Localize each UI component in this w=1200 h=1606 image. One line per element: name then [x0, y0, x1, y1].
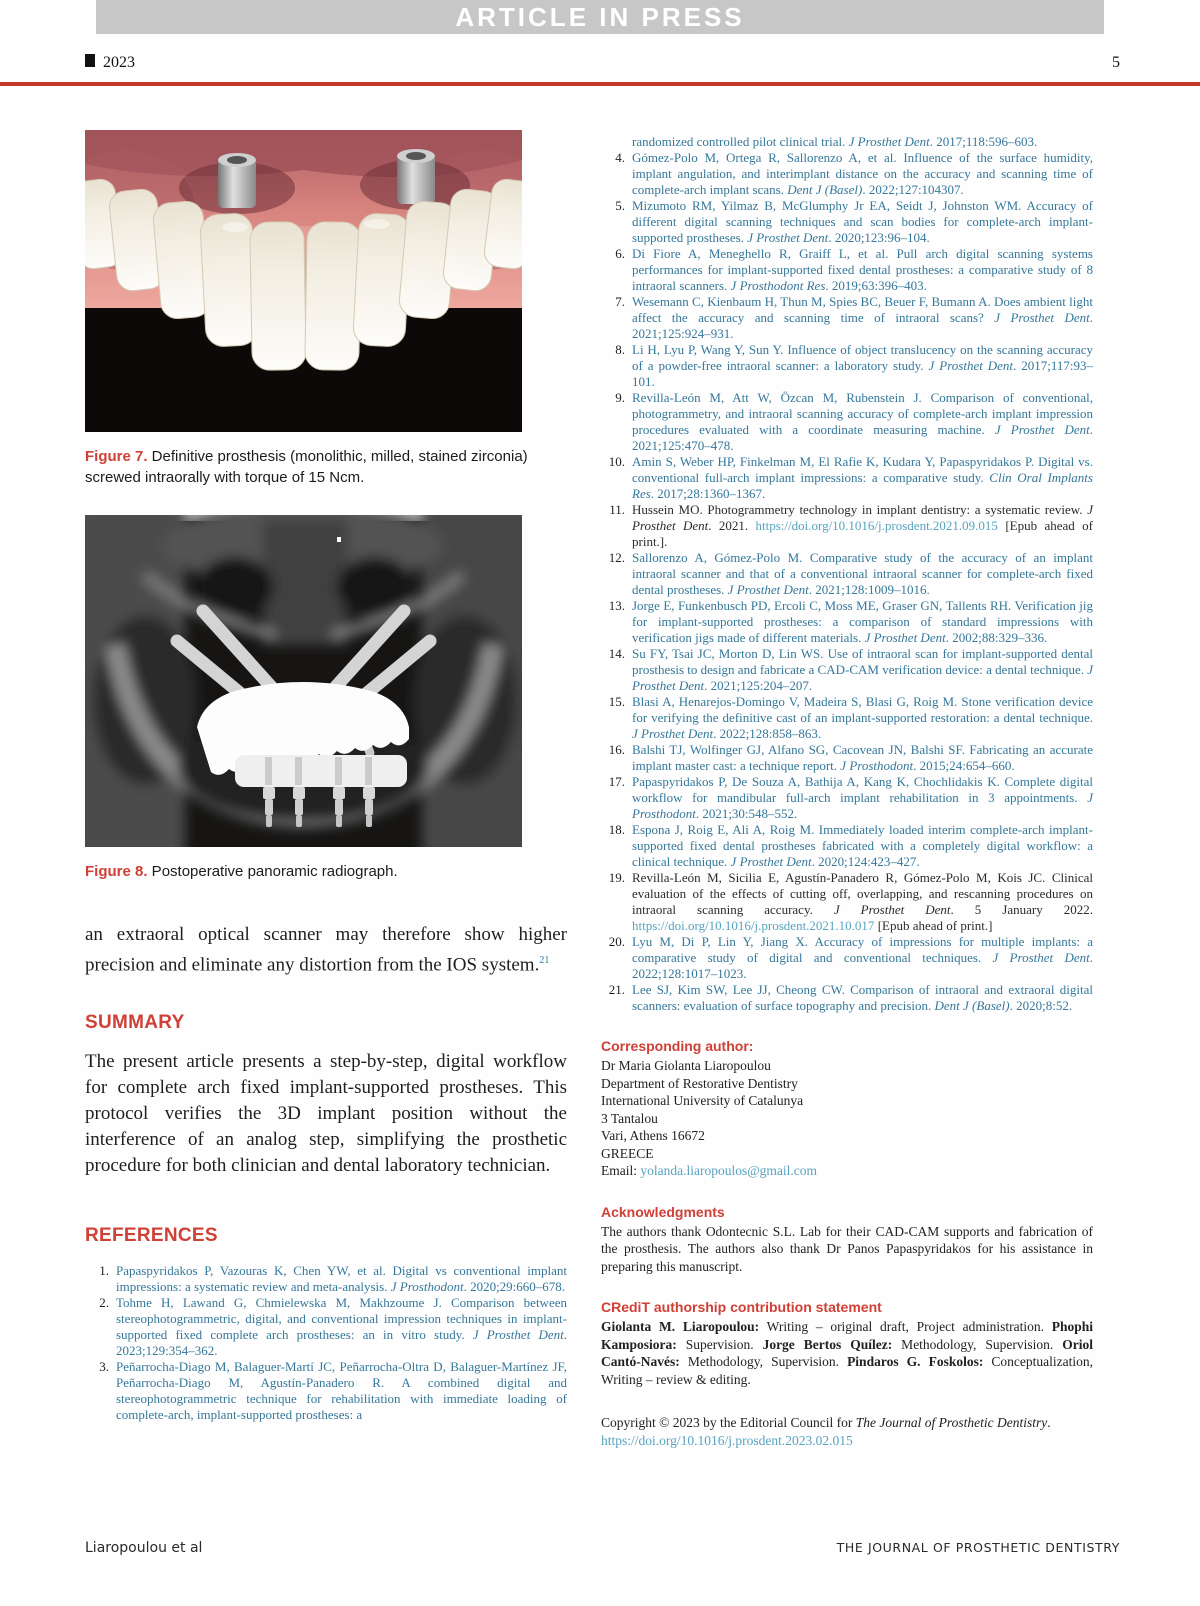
references-list-right — [601, 134, 1093, 1014]
reference-item — [601, 742, 1093, 774]
text-segment: Su FY, Tsai JC, Morton D, Lin WS. Use of intraoral scan for implant-supported dental prosthesis to design and fabricate a CAD-CAM verification device: a dental technique. — [632, 646, 1093, 677]
reference-number — [601, 134, 625, 150]
reference-item — [601, 598, 1093, 646]
summary-heading: SUMMARY — [85, 1012, 185, 1034]
summary-paragraph: The present article presents a step-by-step, digital workflow for complete arch fixed implant-supported prostheses. This protocol verifies the 3D implant position without the interference of an analog step, simplifying the prosthetic procedure for both clinician and dental laboratory technician. — [85, 1051, 567, 1177]
text-segment: Espona J, Roig E, Ali A, Roig M. Immediately loaded interim complete-arch implant-supported fixed dental prostheses fabricated with a completely digital workflow: a clinical technique. — [632, 822, 1093, 869]
text-segment: The Journal of Prosthetic Dentistry — [855, 1415, 1048, 1430]
header-rule — [0, 82, 1200, 86]
reference-number: 19. — [608, 870, 625, 885]
text-segment: Wesemann C, Kienbaum H, Thun M, Spies BC, Beuer F, Bumann A. Does ambient light affect the accuracy and scanning time of intraoral scans? — [632, 294, 1093, 325]
square-bullet-icon — [85, 54, 95, 67]
reference-item — [85, 1295, 567, 1359]
text-segment: Mizumoto RM, Yilmaz B, McGlumphy Jr EA, Seidt J, Johnston WM. Accuracy of different digital scanning techniques and scan bodies for complete-arch implant-supported prostheses. — [632, 198, 1093, 245]
text-segment: . 2021;30:548–552. — [695, 806, 798, 821]
text-segment: Methodology, Supervision. — [679, 1354, 848, 1369]
reference-item — [601, 246, 1093, 294]
figure7-caption-text: Definitive prosthesis (monolithic, milled, stained zirconia) screwed intraorally with torque of 15 Ncm. — [85, 448, 528, 486]
text-segment: . 2023;129:354–362. — [116, 1327, 567, 1359]
doi-link[interactable]: https://doi.org/10.1016/j.prosdent.2023.02.015 — [601, 1432, 853, 1448]
text-segment: . 2021;125:204–207. — [704, 678, 813, 693]
reference-item — [601, 694, 1093, 742]
text-segment: J Prosthet Dent — [632, 662, 1093, 693]
text-segment: Di Fiore A, Meneghello R, Graiff L, et al. Pull arch digital scanning systems performances for implant-supported fixed dental prostheses: a comparative study of 8 intraoral scanners. — [632, 246, 1093, 293]
reference-item — [601, 982, 1093, 1014]
text-segment: Writing – original draft, Project administration. — [759, 1319, 1052, 1334]
text-segment: . 2021. — [708, 518, 756, 533]
reference-number: 15. — [608, 694, 625, 709]
text-segment: J Prosthodont — [840, 758, 914, 773]
text-segment: . 2020;124:423–427. — [811, 854, 920, 869]
text-segment: Dent J (Basel) — [934, 998, 1010, 1013]
text-segment: Blasi A, Henarejos-Domingo V, Madeira S, Blasi G, Roig M. Stone verification device for verifying the definitive cast of an implant-supported restoration: a dental technique. — [632, 694, 1093, 725]
figure8-label: Figure 8. — [85, 863, 148, 880]
reference-item — [85, 1359, 567, 1423]
text-segment: J Prosthet Dent — [632, 726, 714, 741]
author-street: 3 Tantalou — [601, 1110, 658, 1126]
text-segment: . 2017;117:93–101. — [632, 358, 1093, 389]
issue-year — [85, 54, 135, 72]
reference-number: 14. — [608, 646, 625, 661]
references-list-left — [85, 1263, 567, 1423]
reference-text — [632, 134, 1093, 150]
text-segment: Hussein MO. Photogrammetry technology in implant dentistry: a systematic review. — [632, 502, 1088, 517]
reference-number: 4. — [615, 150, 625, 165]
text-segment: J Prosthodont — [632, 790, 1093, 821]
implant-abutment-left — [218, 153, 256, 208]
reference-item — [601, 390, 1093, 454]
reference-number: 21. — [608, 982, 625, 997]
reference-item — [601, 198, 1093, 246]
reference-item — [85, 1263, 567, 1295]
text-segment: . 2021;125:470–478. — [632, 422, 1093, 453]
reference-number: 5. — [615, 198, 625, 213]
author-country: GREECE — [601, 1145, 654, 1161]
text-segment: Lyu M, Di P, Lin Y, Jiang X. Accuracy of impressions for multiple implants: a comparative study of digital and conventional techniques. — [632, 934, 1093, 965]
text-segment: Amin S, Weber HP, Finkelman M, El Rafie K, Kudara Y, Papaspyridakos P. Digital vs. conventional full-arch implant impressions: a comparative study. — [632, 454, 1093, 485]
figure8-caption-text: Postoperative panoramic radiograph. — [147, 863, 398, 880]
text-segment: 21 — [539, 955, 550, 966]
reference-text — [116, 1359, 567, 1423]
doi-link[interactable]: https://doi.org/10.1016/j.prosdent.2021.10.017 — [632, 918, 875, 933]
page-header — [85, 54, 1120, 72]
text-segment: . 2022;127:104307. — [862, 182, 964, 197]
right-column — [601, 118, 1093, 1449]
year-text: 2023 — [103, 54, 135, 71]
text-segment: . 2002;88:329–336. — [945, 630, 1048, 645]
implant-abutment-right — [397, 149, 435, 204]
text-segment: Revilla-León M, Att W, Özcan M, Rubenstein J. Comparison of conventional, photogrammetry, and intraoral scanning accuracy of complete-arch implant impression procedures evaluated with a coordinate measuring machine. — [632, 390, 1093, 437]
reference-number: 11. — [609, 502, 625, 517]
text-segment: J Prosthet Dent — [472, 1327, 564, 1343]
text-segment: Clin Oral Implants Res — [632, 470, 1093, 501]
text-segment: . 2020;29:660–678. — [463, 1279, 566, 1295]
text-segment: Copyright © 2023 by the Editorial Council for — [601, 1415, 856, 1430]
reference-item — [601, 502, 1093, 550]
text-segment: [Epub ahead of print.] — [874, 918, 993, 933]
text-segment: J Prosthet Dent — [632, 502, 1093, 533]
text-segment: . 2020;123:96–104. — [828, 230, 930, 245]
figure7 — [85, 130, 567, 488]
author-department: Department of Restorative Dentistry — [601, 1075, 798, 1091]
credit-text — [601, 1318, 1093, 1388]
text-segment: J Prosthet Dent — [864, 630, 946, 645]
text-segment: Sallorenzo A, Gómez-Polo M. Comparative study of the accuracy of an implant intraoral scanner and that of a conventional intraoral scanner for complete-arch fixed dental prostheses. — [632, 550, 1093, 597]
references-heading: REFERENCES — [85, 1225, 218, 1247]
text-segment: Papaspyridakos P, De Souza A, Bathija A, Kang K, Chochlidakis K. Complete digital workflow for mandibular full-arch implant rehabilitation in 3 appointments. — [632, 774, 1093, 805]
text-segment: [Epub ahead of print.]. — [632, 518, 1093, 549]
text-segment: Supervision. — [676, 1336, 763, 1352]
reference-item — [601, 822, 1093, 870]
text-segment: J Prosthet Dent — [994, 310, 1090, 325]
text-segment: J Prosthet Dent — [992, 950, 1090, 965]
text-segment: J Prosthet Dent — [928, 358, 1014, 373]
reference-text — [632, 598, 1093, 646]
reference-text — [632, 646, 1093, 694]
reference-text — [116, 1295, 567, 1359]
text-segment: . 2019;63:396–403. — [825, 278, 927, 293]
acknowledgments-heading: Acknowledgments — [601, 1203, 725, 1220]
reference-text — [632, 934, 1093, 982]
text-segment: Phophi Kamposiora: — [601, 1319, 1094, 1352]
text-segment: . 2022;128:858–863. — [713, 726, 822, 741]
text-segment: . 2021;128:1009–1016. — [808, 582, 930, 597]
reference-number: 16. — [608, 742, 625, 757]
text-segment: . 5 January 2022. — [950, 902, 1093, 917]
figure7-caption — [85, 446, 563, 488]
doi-link[interactable]: yolanda.liaropoulos@gmail.com — [640, 1163, 818, 1178]
reference-item — [601, 870, 1093, 934]
text-segment: J Prosthet Dent — [848, 134, 930, 149]
text-segment: . 2017;118:596–603. — [929, 134, 1038, 149]
text-segment: Li H, Lyu P, Wang Y, Sun Y. Influence of object translucency on the scanning accuracy of a powder-free intraoral scanner: a laboratory study. — [632, 342, 1093, 373]
doi-link[interactable]: https://doi.org/10.1016/j.prosdent.2021.09.015 — [755, 518, 998, 533]
reference-text — [116, 1263, 567, 1295]
reference-number: 20. — [608, 934, 625, 949]
reference-item — [601, 342, 1093, 390]
text-segment: Jorge Bertos Quílez: — [762, 1336, 893, 1352]
copyright-line — [601, 1414, 1093, 1432]
reference-number: 8. — [615, 342, 625, 357]
reference-item — [601, 774, 1093, 822]
reference-number: 3. — [99, 1359, 109, 1375]
text-segment: J Prosthodont Res — [730, 278, 826, 293]
text-segment: . 2020;8:52. — [1009, 998, 1073, 1013]
page-footer — [85, 1540, 1120, 1556]
reference-text — [632, 822, 1093, 870]
reference-text — [632, 694, 1093, 742]
text-segment: Email: — [601, 1163, 641, 1178]
figure8-image — [85, 515, 522, 847]
text-segment: J Prosthet Dent — [730, 854, 812, 869]
text-segment: Lee SJ, Kim SW, Lee JJ, Cheong CW. Comparison of intraoral and extraoral digital scanners: evaluation of surface topography and precision. — [632, 982, 1093, 1013]
author-city: Vari, Athens 16672 — [601, 1128, 705, 1143]
reference-text — [632, 870, 1093, 934]
reference-number: 10. — [608, 454, 625, 469]
copyright-doi-line — [601, 1432, 1093, 1450]
reference-text — [632, 550, 1093, 598]
text-segment: J Prosthodont — [390, 1279, 464, 1295]
text-segment: J Prosthet Dent — [727, 582, 809, 597]
reference-text — [632, 390, 1093, 454]
figure7-label: Figure 7. — [85, 448, 148, 465]
reference-text — [632, 502, 1093, 550]
reference-text — [632, 246, 1093, 294]
reference-number: 13. — [608, 598, 625, 613]
reference-text — [632, 982, 1093, 1014]
text-segment: Balshi TJ, Wolfinger GJ, Alfano SG, Cacovean JN, Balshi SF. Fabricating an accurate implant master cast: a technique report. — [632, 742, 1093, 773]
text-segment: Tohme H, Lawand G, Chmielewska M, Makhzoume J. Comparison between stereophotogrammetric, digital, and conventional impression techniques in implant-supported fixed complete arch prostheses: an in vitro study. — [116, 1295, 567, 1343]
acknowledgments-text: The authors thank Odontecnic S.L. Lab for their CAD-CAM supports and fabrication of the prosthesis. The authors also thank Dr Panos Papaspyridakos for his assistance in preparing this manuscript. — [601, 1223, 1093, 1274]
reference-number: 17. — [608, 774, 625, 789]
text-segment: . 2017;28:1360–1367. — [650, 486, 766, 501]
text-segment: . 2015;24:654–660. — [913, 758, 1015, 773]
reference-number: 1. — [99, 1263, 109, 1279]
reference-number: 12. — [608, 550, 625, 565]
reference-item — [601, 134, 1093, 150]
text-segment: . 2021;125:924–931. — [632, 310, 1093, 341]
reference-number: 7. — [615, 294, 625, 309]
text-segment: an extraoral optical scanner may therefore show higher precision and eliminate any distortion from the IOS system. — [85, 924, 567, 976]
credit-heading: CRediT authorship contribution statement — [601, 1299, 882, 1315]
text-segment: J Prosthet Dent — [747, 230, 829, 245]
reference-item — [601, 454, 1093, 502]
reference-text — [632, 774, 1093, 822]
reference-text — [632, 150, 1093, 198]
figure8-caption — [85, 861, 563, 882]
reference-text — [632, 198, 1093, 246]
reference-text — [632, 742, 1093, 774]
author-university: International University of Catalunya — [601, 1093, 804, 1108]
lower-prosthesis — [235, 755, 407, 787]
reference-text — [632, 454, 1093, 502]
text-segment: Gómez-Polo M, Ortega R, Sallorenzo A, et al. Influence of the surface humidity, implant angulation, and interimplant distance on the accuracy and scanning time of complete-arch implant scans. — [632, 150, 1093, 197]
text-segment: Papaspyridakos P, Vazouras K, Chen YW, et al. Digital vs conventional implant impressions: a systematic review and meta-analysis. — [116, 1263, 567, 1295]
text-segment: Conceptualization, Writing – review & editing. — [601, 1354, 1093, 1387]
lead-paragraph — [85, 922, 567, 978]
left-column — [85, 112, 567, 1423]
corresponding-author-heading: Corresponding author: — [601, 1038, 754, 1054]
footer-authors: Liaropoulou et al — [85, 1540, 203, 1556]
text-segment: Methodology, Supervision. — [892, 1336, 1063, 1352]
text-segment: Revilla-León M, Sicilia E, Agustín-Panadero R, Gómez-Polo M, Kois JC. Clinical evaluation of the effects of cutting off, overlapping, and rescanning procedures on intraoral scanning accuracy. — [632, 870, 1093, 917]
text-segment: Pindaros G. Foskolos: — [847, 1354, 984, 1369]
figure7-image — [85, 130, 522, 432]
text-segment: Oriol Cantó-Navés: — [601, 1336, 1093, 1369]
reference-number: 18. — [608, 822, 625, 837]
reference-number: 2. — [99, 1295, 109, 1311]
reference-number: 9. — [615, 390, 625, 405]
text-segment: randomized controlled pilot clinical trial. — [632, 134, 849, 149]
reference-item — [601, 934, 1093, 982]
reference-item — [601, 150, 1093, 198]
reference-item — [601, 294, 1093, 342]
text-segment: J Prosthet Dent — [833, 902, 951, 917]
author-name: Dr Maria Giolanta Liaropoulou — [601, 1058, 771, 1073]
reference-text — [632, 342, 1093, 390]
reference-item — [601, 550, 1093, 598]
text-segment: Giolanta M. Liaropoulou: — [601, 1319, 760, 1334]
article-in-press-banner: ARTICLE IN PRESS — [96, 0, 1104, 34]
reference-text — [632, 294, 1093, 342]
text-segment: Dent J (Basel) — [787, 182, 863, 197]
footer-journal: THE JOURNAL OF PROSTHETIC DENTISTRY — [836, 1540, 1120, 1555]
text-segment: Jorge E, Funkenbusch PD, Ercoli C, Moss ME, Graser GN, Tallents RH. Verification jig for implant-supported prostheses: a comparison of standard impressions with verification jigs made of different materials. — [632, 598, 1093, 645]
page-number: 5 — [1112, 54, 1120, 71]
text-segment: Peñarrocha-Diago M, Balaguer-Martí JC, Peñarrocha-Oltra D, Balaguer-Martínez JF, Peñarrocha-Diago M, Agustín-Panadero R. A combined digital and stereophotogrammetric technique for rehabilitation with immediate loading of complete-arch, implant-supported prostheses: a — [116, 1359, 567, 1423]
text-segment: . — [1047, 1415, 1051, 1430]
text-segment: . 2022;128:1017–1023. — [632, 950, 1093, 981]
reference-number: 6. — [615, 246, 625, 261]
figure8 — [85, 515, 567, 882]
text-segment: J Prosthet Dent — [994, 422, 1090, 437]
author-email-line — [601, 1162, 1093, 1180]
corresponding-author-block — [601, 1057, 1093, 1180]
reference-item — [601, 646, 1093, 694]
